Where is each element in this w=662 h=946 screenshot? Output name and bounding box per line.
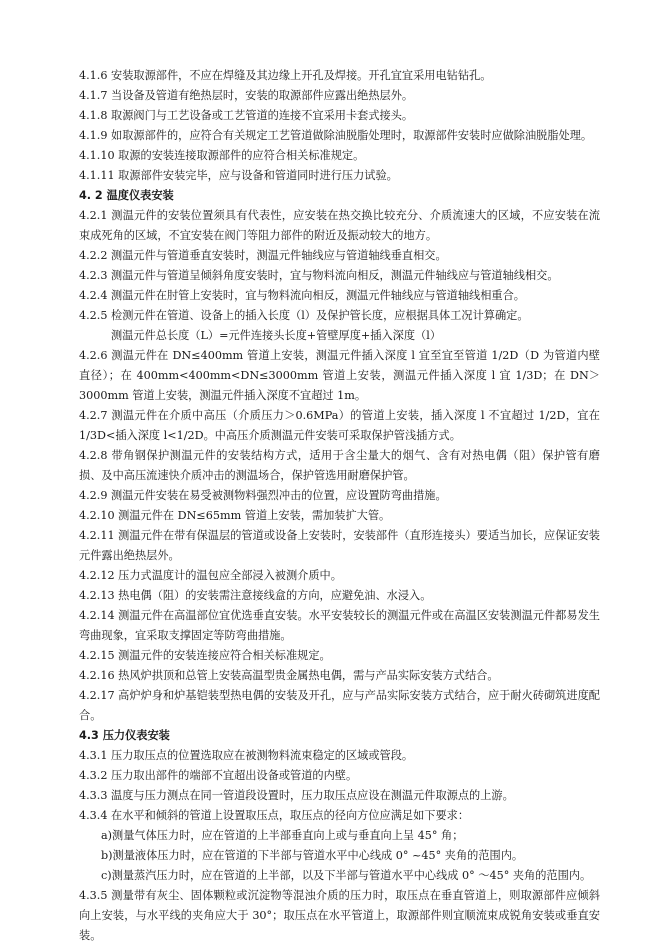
clause-4-2-6: 4.2.6 测温元件在 DN≤400mm 管道上安装，测温元件插入深度 l 宜至宜至管道 1/2D（D 为管道内壁直径）；在 400mm<400mm<DN≤3000mm 管道上安装，测温元件插入深度 l 宜 1/3D；在 DN＞3000mm 管道上安装，测温元件插入深度不宜超过 1m。	[79, 349, 600, 402]
clause-4-2-8: 4.2.8 带角钢保护测温元件的安装结构方式，适用于含尘量大的烟气、含有对热电偶（阻）保护管有磨损、及中高压流速快介质冲击的测温场合，保护管选用耐磨保护管。	[79, 449, 600, 482]
clause-4-2-7: 4.2.7 测温元件在介质中高压（介质压力＞0.6MPa）的管道上安装，插入深度 l 不宜超过 1/2D，宜在 1/3D<插入深度 l<1/2D。中高压介质测温元件安装可采取保护管浅插方式。	[79, 409, 600, 442]
clause-4-2-17: 4.2.17 高炉炉身和炉基铠装型热电偶的安装及开孔，应与产品实际安装方式结合，应于耐火砖砌筑进度配合。	[79, 689, 600, 722]
clause-4-2-14: 4.2.14 测温元件在高温部位宜优选垂直安装。水平安装较长的测温元件或在高温区安装测温元件都易发生弯曲现象，宜采取支撑固定等防弯曲措施。	[79, 609, 600, 642]
list-item-c: c)测量蒸汽压力时，应在管道的上半部，以及下半部与管道水平中心线成 0° ～45° 夹角的范围内。	[101, 869, 592, 882]
clause-4-2-9: 4.2.9 测温元件安装在易受被测物料强烈冲击的位置，应设置防弯曲措施。	[79, 489, 447, 502]
clause-4-2-10: 4.2.10 测温元件在 DN≤65mm 管道上安装，需加装扩大管。	[79, 509, 391, 522]
clause-4-3-1: 4.3.1 压力取压点的位置选取应在被测物料流束稳定的区域或管段。	[79, 749, 414, 762]
clause-4-1-8: 4.1.8 取源阀门与工艺设备或工艺管道的连接不宜采用卡套式接头。	[79, 109, 414, 122]
clause-4-2-4: 4.2.4 测温元件在肘管上安装时，宜与物料流向相反，测温元件轴线应与管道轴线相重合。	[79, 289, 525, 302]
list-item-a: a)测量气体压力时，应在管道的上半部垂直向上或与垂直向上呈 45° 角；	[101, 829, 464, 842]
clause-4-2-1: 4.2.1 测温元件的安装位置须具有代表性，应安装在热交换比较充分、介质流速大的区域，不应安装在流束成死角的区域，不宜安装在阀门等阻力部件的附近及振动较大的地方。	[79, 209, 600, 242]
section-heading-4-3: 4.3 压力仪表安装	[79, 729, 170, 742]
clause-4-2-11: 4.2.11 测温元件在带有保温层的管道或设备上安装时，安装部件（直形连接头）要适当加长，应保证安装元件露出绝热层外。	[79, 529, 600, 562]
clause-4-2-5: 4.2.5 检测元件在管道、设备上的插入长度（l）及保护管长度，应根据具体工况计算确定。	[79, 309, 529, 322]
section-heading-4-2: 4. 2 温度仪表安装	[79, 189, 174, 202]
clause-4-1-11: 4.1.11 取源部件安装完毕，应与设备和管道同时进行压力试验。	[79, 169, 398, 182]
clause-4-2-13: 4.2.13 热电偶（阻）的安装需注意接线盒的方向，应避免油、水浸入。	[79, 589, 432, 602]
clause-4-1-9: 4.1.9 如取源部件的，应符合有关规定工艺管道做除油脱脂处理时，取源部件安装时应做除油脱脂处理。	[79, 129, 593, 142]
length-formula: 测温元件总长度（L）=元件连接头长度+管壁厚度+插入深度（l）	[111, 329, 442, 342]
clause-4-3-4: 4.3.4 在水平和倾斜的管道上设置取压点，取压点的径向方位应满足如下要求：	[79, 809, 470, 822]
clause-4-1-7: 4.1.7 当设备及管道有绝热层时，安装的取源部件应露出绝热层外。	[79, 89, 414, 102]
clause-4-3-5: 4.3.5 测量带有灰尘、固体颗粒或沉淀物等混浊介质的压力时，取压点在垂直管道上，则取源部件应倾斜向上安装，与水平线的夹角应大于 30°；取压点在水平管道上，取源部件则宜顺流束成锐角安装或垂直安装。	[79, 889, 600, 942]
clause-4-2-12: 4.2.12 压力式温度计的温包应全部浸入被测介质中。	[79, 569, 342, 582]
clause-4-1-6: 4.1.6 安装取源部件，不应在焊缝及其边缘上开孔及焊接。开孔宜宜采用电钻钻孔。	[79, 69, 492, 82]
clause-4-2-16: 4.2.16 热风炉拱顶和总管上安装高温型贵金属热电偶，需与产品实际安装方式结合。	[79, 669, 499, 682]
clause-4-3-2: 4.3.2 压力取出部件的端部不宜超出设备或管道的内壁。	[79, 769, 358, 782]
list-item-b: b)测量液体压力时，应在管道的下半部与管道水平中心线成 0° ~45° 夹角的范围内。	[101, 849, 524, 862]
clause-4-2-15: 4.2.15 测温元件的安装连接应符合相关标准规定。	[79, 649, 331, 662]
clause-4-2-2: 4.2.2 测温元件与管道垂直安装时，测温元件轴线应与管道轴线垂直相交。	[79, 249, 447, 262]
clause-4-3-3: 4.3.3 温度与压力测点在同一管道段设置时，压力取压点应设在测温元件取源点的上游。	[79, 789, 514, 802]
clause-4-2-3: 4.2.3 测温元件与管道呈倾斜角度安装时，宜与物料流向相反，测温元件轴线应与管道轴线相交。	[79, 269, 559, 282]
clause-4-1-10: 4.1.10 取源的安装连接取源部件的应符合相关标准规定。	[79, 149, 365, 162]
